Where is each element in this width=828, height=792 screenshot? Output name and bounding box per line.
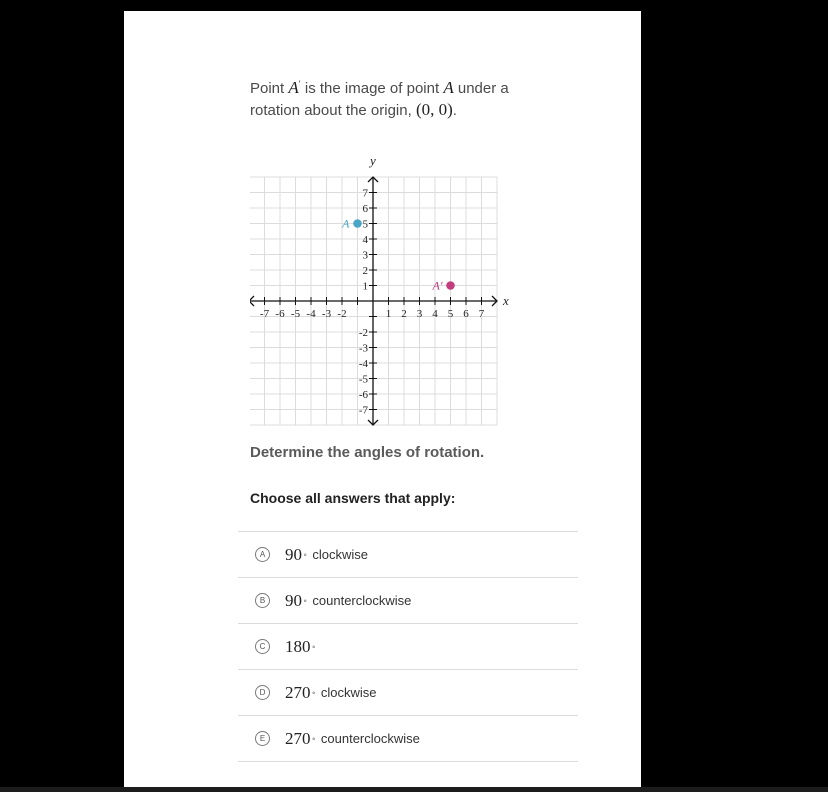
x-tick-label: -6 <box>275 308 285 320</box>
prompt-text: Point <box>250 80 289 97</box>
y-tick-label: 2 <box>362 265 368 277</box>
bottom-edge <box>0 787 828 792</box>
point-a-label: A <box>342 216 350 231</box>
coordinate-plane <box>250 151 510 431</box>
choice-e[interactable] <box>238 716 578 762</box>
prompt-text: under a rotation about the origin, <box>250 80 509 119</box>
y-tick-label: 4 <box>362 234 368 246</box>
degree-symbol: ∘ <box>303 551 308 559</box>
y-tick-label: 5 <box>362 218 368 231</box>
x-tick-label: -4 <box>306 308 316 320</box>
x-tick-label: 5 <box>447 308 454 320</box>
point-a <box>353 219 362 228</box>
choice-letter-icon: D <box>255 685 270 700</box>
degree-symbol: ∘ <box>303 597 308 605</box>
choice-angle: 270 <box>285 682 311 702</box>
answer-choices <box>238 531 578 762</box>
y-tick-label: 1 <box>362 280 368 293</box>
x-tick-label: -5 <box>290 308 301 320</box>
choice-direction: clockwise <box>312 547 369 562</box>
x-tick-label: -3 <box>321 308 332 320</box>
x-tick-label: -2 <box>337 308 347 320</box>
choice-direction: counterclockwise <box>312 593 412 608</box>
y-tick-label: 7 <box>362 187 368 200</box>
choice-letter-icon: C <box>255 639 270 654</box>
prompt-text: . <box>452 102 457 119</box>
image-point-symbol: A <box>288 78 299 97</box>
origin-expression: (0, 0) <box>415 100 453 119</box>
choice-letter-icon: B <box>255 593 270 608</box>
choice-d[interactable] <box>238 670 578 716</box>
x-tick-label: 1 <box>385 308 392 320</box>
y-tick-label: -6 <box>358 389 368 401</box>
exercise-card <box>124 11 641 787</box>
y-tick-label: 3 <box>362 249 368 262</box>
degree-symbol: ∘ <box>311 689 316 697</box>
point-symbol: A <box>443 78 454 97</box>
choice-angle: 90 <box>285 544 302 564</box>
y-axis-label: y <box>370 153 376 168</box>
coordinate-plane-svg <box>250 151 510 426</box>
choice-angle: 180 <box>285 636 311 656</box>
prompt-text: is the image of point <box>300 80 444 97</box>
choice-direction: clockwise <box>320 685 377 700</box>
point-a-prime <box>446 281 455 290</box>
choice-letter-icon: E <box>255 731 270 746</box>
y-tick-label: -4 <box>358 358 368 370</box>
choice-c[interactable] <box>238 624 578 670</box>
instruction-text: Choose all answers that apply: <box>250 490 456 506</box>
choice-b[interactable] <box>238 578 578 624</box>
x-tick-label: 3 <box>416 308 423 320</box>
x-tick-label: -7 <box>259 308 270 320</box>
prime-mark: ′ <box>298 79 301 89</box>
point-a-prime-label: A′ <box>432 278 443 293</box>
y-tick-label: -7 <box>358 404 368 417</box>
choice-a[interactable] <box>238 532 578 578</box>
x-tick-label: 2 <box>401 308 407 320</box>
degree-symbol: ∘ <box>311 735 316 743</box>
choice-letter-icon: A <box>255 547 270 562</box>
x-axis-label: x <box>503 293 509 308</box>
choice-direction: counterclockwise <box>320 731 420 746</box>
question-text: Determine the angles of rotation. <box>250 444 485 461</box>
problem-statement <box>250 74 550 121</box>
y-tick-label: 6 <box>362 203 368 215</box>
choice-angle: 90 <box>285 590 302 610</box>
y-tick-label: -2 <box>358 327 368 339</box>
choice-angle: 270 <box>285 728 311 748</box>
x-tick-label: 4 <box>432 308 438 320</box>
x-tick-label: 6 <box>463 308 469 320</box>
y-tick-label: -3 <box>358 342 368 355</box>
x-tick-label: 7 <box>478 308 485 320</box>
y-tick-label: -5 <box>358 373 368 386</box>
degree-symbol: ∘ <box>311 643 316 651</box>
